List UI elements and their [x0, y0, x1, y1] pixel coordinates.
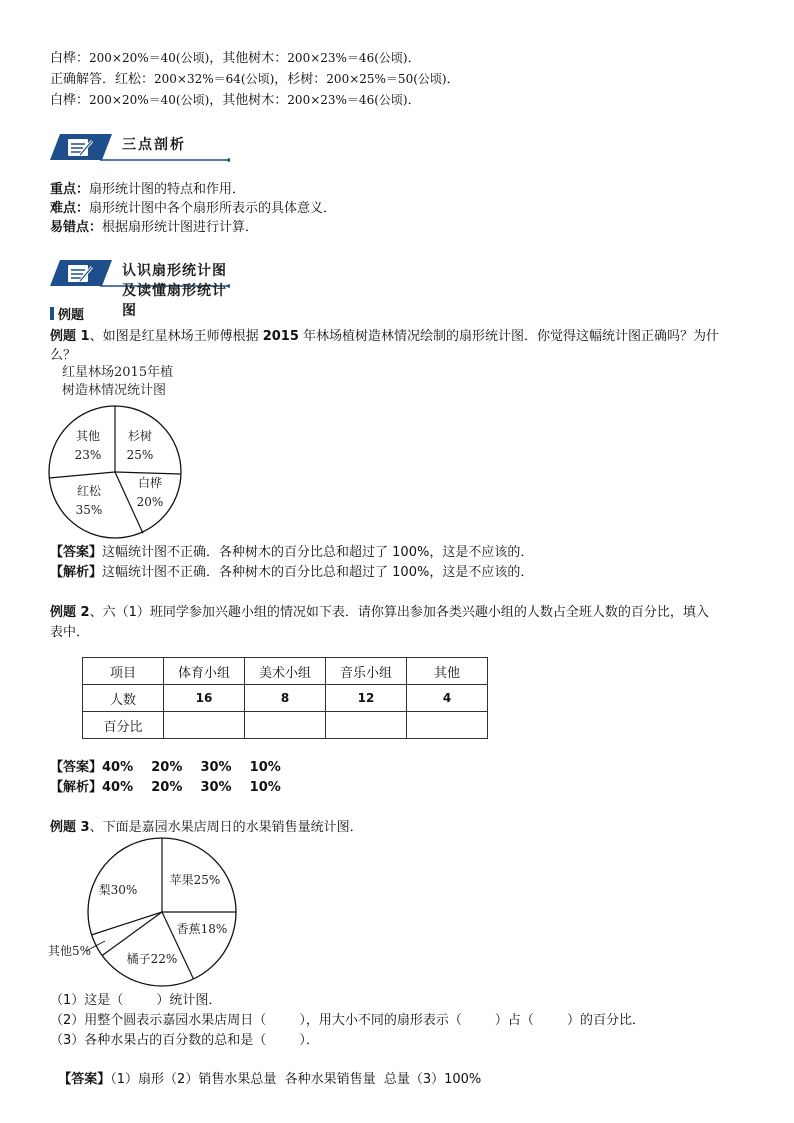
table-cell: 16 — [164, 685, 245, 712]
key-label: 重点： — [50, 182, 90, 197]
ex2-label: 例题 2 — [50, 605, 90, 620]
table-cell: 8 — [245, 685, 326, 712]
error-label: 易错点： — [50, 220, 103, 235]
table-row — [83, 685, 488, 712]
ex1-analysis — [50, 563, 533, 582]
table-header-cell: 项目 — [83, 658, 164, 685]
math: 200×20%＝40(公顷) — [89, 51, 210, 65]
table-cell-empty — [164, 712, 245, 739]
pie-label-香蕉: 香蕉18% — [176, 922, 228, 936]
ex1-answer — [50, 543, 533, 562]
analysis-label: 【解析】 — [50, 565, 103, 580]
answer-text: （1）扇形（2）销售水果总量 各种水果销售量 总量（3）100% — [110, 1072, 482, 1087]
text: 白桦： — [50, 93, 90, 108]
ex3-q2: （2）用整个圆表示嘉园水果店周日（ ），用大小不同的扇形表示（ ）占（ ）的百分比． — [50, 1013, 645, 1028]
ex2-analysis — [50, 778, 281, 797]
text: ． — [446, 72, 460, 87]
pie-chart-fruit — [40, 832, 260, 987]
example-tag — [50, 306, 84, 325]
text: ，其他树木： — [209, 51, 288, 66]
math: 200×20%＝40(公顷) — [89, 93, 210, 107]
ex3-label: 例题 3 — [50, 820, 90, 835]
text: 白桦： — [50, 51, 90, 66]
section-title: 三点剖析 — [122, 137, 186, 153]
text: 、下面是嘉园水果店周日的水果销售量统计图． — [89, 820, 363, 835]
table-cell-empty — [245, 712, 326, 739]
answer-text: 这幅统计图不正确．各种树木的百分比总和超过了 100%，这是不应该的． — [102, 545, 534, 560]
text: 2015 — [262, 329, 299, 344]
ex3-answer — [50, 1051, 481, 1089]
section-header-three-points — [50, 128, 230, 168]
table-row — [83, 658, 488, 685]
error-text: 根据扇形统计图进行计算． — [102, 220, 259, 235]
solution-line-3 — [50, 91, 421, 110]
table-row-label: 百分比 — [83, 712, 164, 739]
table-row-label: 人数 — [83, 685, 164, 712]
table-row — [83, 712, 488, 739]
ex2-answer — [50, 758, 281, 777]
pie-label-category: 其他 — [75, 429, 101, 443]
text: 、六（1）班同学参加兴趣小组的情况如下表．请你算出参加各类兴趣小组的人数占全班人数的百分比，填入 — [89, 605, 709, 620]
math: 200×23%＝46(公顷) — [287, 93, 408, 107]
table-cell-empty — [407, 712, 488, 739]
ex1-label: 例题 1 — [50, 329, 90, 344]
error-point — [50, 218, 258, 237]
text: 表中． — [50, 625, 90, 640]
pie-label-category: 红松 — [76, 484, 102, 498]
hard-label: 难点： — [50, 201, 90, 216]
tag-bar — [50, 307, 54, 320]
pie-label-苹果: 苹果25% — [169, 873, 221, 887]
table-header-cell: 音乐小组 — [326, 658, 407, 685]
analysis-text: 40% 20% 30% 10% — [102, 780, 281, 795]
ex2-question-line2 — [50, 623, 89, 642]
pie-label-橘子: 橘子22% — [126, 952, 178, 966]
text: 么？ — [50, 348, 77, 363]
key-point — [50, 180, 245, 199]
math: 200×25%＝50(公顷) — [326, 72, 447, 86]
math: 200×23%＝46(公顷) — [287, 51, 408, 65]
table-header-cell: 其他 — [407, 658, 488, 685]
text: 年林场植树造林情况绘制的扇形统计图．你觉得这幅统计图正确吗？为什 — [298, 329, 720, 344]
chart1-title-line1: 红星林场2015年植 — [62, 365, 174, 380]
math: 200×32%＝64(公顷) — [154, 72, 275, 86]
solution-line-1 — [50, 49, 421, 68]
table-cell-empty — [326, 712, 407, 739]
ex2-question-line1 — [50, 603, 709, 622]
ex3-q1: （1）这是（ ）统计图． — [50, 993, 222, 1008]
answer-label: 【答案】 — [58, 1072, 111, 1087]
text: ． — [407, 93, 421, 108]
pie-chart-forest — [40, 405, 190, 540]
ex1-question-line1 — [50, 327, 719, 346]
text: ，其他树木： — [209, 93, 288, 108]
table-header-cell: 美术小组 — [245, 658, 326, 685]
answer-label: 【答案】 — [50, 545, 103, 560]
pie-label-其他: 其他5% — [48, 944, 92, 958]
solution-line-2 — [50, 70, 460, 89]
table-cell: 12 — [326, 685, 407, 712]
ex1-question-line2 — [50, 346, 76, 365]
table-header-cell: 体育小组 — [164, 658, 245, 685]
text: 、如图是红星林场王师傅根据 — [89, 329, 263, 344]
table-cell: 4 — [407, 685, 488, 712]
pie-label-category: 杉树 — [127, 429, 153, 443]
analysis-label: 【解析】 — [50, 780, 103, 795]
pie-label-value: 20% — [136, 495, 164, 509]
pie-label-梨: 梨30% — [98, 883, 138, 897]
answer-text: 40% 20% 30% 10% — [102, 760, 281, 775]
interest-group-table — [82, 657, 488, 739]
pie-label-value: 23% — [74, 448, 102, 462]
pie-label-value: 35% — [75, 503, 103, 517]
analysis-text: 这幅统计图不正确．各种树木的百分比总和超过了 100%，这是不应该的． — [102, 565, 534, 580]
section-title: 认识扇形统计图及读懂扇形统计图 — [122, 263, 227, 319]
hard-point — [50, 199, 336, 218]
chart1-title — [62, 364, 173, 400]
hard-text: 扇形统计图中各个扇形所表示的具体意义． — [89, 201, 337, 216]
answer-label: 【答案】 — [50, 760, 103, 775]
text: ． — [407, 51, 421, 66]
pie-label-category: 白桦 — [137, 476, 163, 490]
chart1-title-line2: 树造林情况统计图 — [62, 383, 167, 398]
pie-label-value: 25% — [126, 448, 154, 462]
example-tag-text: 例题 — [58, 308, 85, 323]
ex3-q3: （3）各种水果占的百分数的总和是（ ）． — [50, 1033, 319, 1048]
text: 正确解答．红松： — [50, 72, 155, 87]
text: ，杉树： — [274, 72, 327, 87]
key-text: 扇形统计图的特点和作用． — [89, 182, 246, 197]
